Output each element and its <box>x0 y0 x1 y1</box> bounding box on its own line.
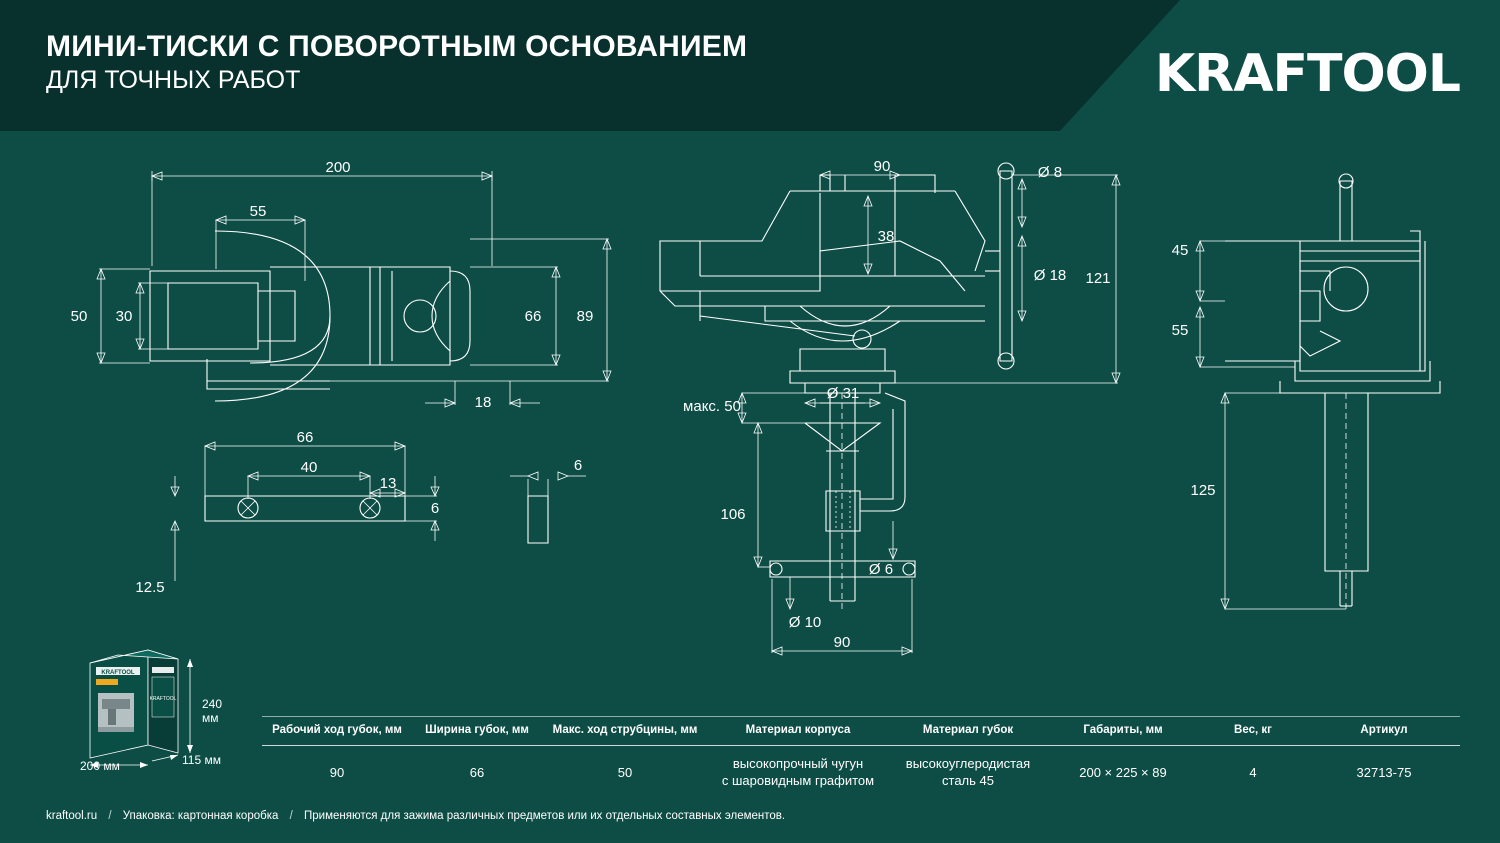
svg-text:13: 13 <box>379 474 397 492</box>
dim-121 <box>895 175 1120 383</box>
dim-55-right <box>1172 307 1295 367</box>
table-row <box>262 746 1460 799</box>
svg-text:12.5: 12.5 <box>135 578 165 596</box>
svg-text:45: 45 <box>1171 241 1189 259</box>
dim-max-50 <box>683 393 805 423</box>
cell-overall: 200 × 225 × 89 <box>1079 764 1167 780</box>
page-title: МИНИ-ТИСКИ С ПОВОРОТНЫМ ОСНОВАНИЕМ <box>46 30 748 63</box>
svg-text:6: 6 <box>573 456 583 474</box>
svg-text:50: 50 <box>70 307 88 325</box>
footer-packaging: Упаковка: картонная коробка <box>122 810 279 822</box>
footer-separator-1: / <box>108 810 112 822</box>
dim-d31 <box>805 385 880 407</box>
dim-30 <box>116 283 168 349</box>
th-clamp-travel: Макс. ход струбцины, мм <box>542 718 708 746</box>
cell-jaw-material-line1: высокоуглеродистая <box>905 756 1031 771</box>
svg-text:Ø 8: Ø 8 <box>1037 163 1063 181</box>
spec-table <box>262 718 1460 798</box>
cell-body-material <box>708 746 888 799</box>
technical-drawings <box>0 131 1500 691</box>
dim-45-right <box>1172 241 1225 301</box>
drawings-svg <box>0 131 1500 691</box>
dim-125-right <box>1190 393 1346 609</box>
th-jaw-width: Ширина губок, мм <box>412 718 542 746</box>
dim-d6 <box>869 521 897 578</box>
box-depth-label: 115 мм <box>182 753 221 767</box>
table-top-rule <box>262 716 1460 717</box>
svg-text:40: 40 <box>300 458 318 476</box>
th-body-material: Материал корпуса <box>708 718 888 746</box>
dim-55 <box>216 203 305 281</box>
cell-body-material-line2: с шаровидным графитом <box>721 773 875 788</box>
dim-90-center <box>820 158 900 179</box>
dim-13-bracket <box>370 475 405 497</box>
svg-text:89: 89 <box>576 307 594 325</box>
view-plate-side <box>510 457 586 543</box>
svg-text:Ø 18: Ø 18 <box>1033 266 1067 284</box>
brand-logo: KRAFTOOL <box>1154 44 1460 104</box>
title-block <box>46 30 747 95</box>
svg-text:125: 125 <box>1190 481 1216 499</box>
cell-jaw-width: 66 <box>469 764 485 780</box>
page-subtitle: ДЛЯ ТОЧНЫХ РАБОТ <box>46 66 301 94</box>
svg-text:Ø 31: Ø 31 <box>826 384 860 402</box>
th-overall: Габариты, мм <box>1048 718 1198 746</box>
svg-text:106: 106 <box>720 505 746 523</box>
svg-text:Ø 6: Ø 6 <box>868 560 894 578</box>
cell-jaw-material-line2: сталь 45 <box>942 773 994 788</box>
cell-body-material-line1: высокопрочный чугун <box>732 756 864 771</box>
th-sku: Артикул <box>1308 718 1460 746</box>
cell-jaw-material <box>888 746 1048 799</box>
footer-note: Применяются для зажима различных предметов или их отдельных составных элементов. <box>304 810 786 822</box>
footer <box>46 810 785 822</box>
footer-separator-2: / <box>289 810 293 822</box>
dim-d8 <box>1018 164 1062 227</box>
table-header-row <box>262 718 1460 746</box>
svg-text:6: 6 <box>430 499 440 517</box>
cell-clamp-travel: 50 <box>617 764 633 780</box>
dim-106 <box>720 423 770 567</box>
svg-text:90: 90 <box>833 633 851 651</box>
svg-text:макс. 50: макс. 50 <box>683 397 741 415</box>
svg-text:121: 121 <box>1085 269 1111 287</box>
svg-text:KRAFTOOL: KRAFTOOL <box>101 670 135 676</box>
cell-sku: 32713-75 <box>1356 764 1412 780</box>
dim-d18 <box>1018 236 1066 321</box>
footer-site[interactable]: kraftool.ru <box>46 810 98 822</box>
svg-text:KRAFTOOL: KRAFTOOL <box>149 696 177 702</box>
th-jaw-material: Материал губок <box>888 718 1048 746</box>
th-stroke: Рабочий ход губок, мм <box>262 718 412 746</box>
page-header <box>0 0 1500 131</box>
svg-text:90: 90 <box>873 157 891 175</box>
th-weight: Вес, кг <box>1198 718 1308 746</box>
dim-40-bracket <box>248 459 370 499</box>
dim-66-plan <box>470 267 560 365</box>
svg-text:66: 66 <box>296 428 314 446</box>
box-width-label: 200 мм <box>80 759 120 773</box>
svg-text:55: 55 <box>1171 321 1189 339</box>
dim-d10 <box>786 577 821 631</box>
svg-text:66: 66 <box>524 307 542 325</box>
cell-weight: 4 <box>1249 764 1257 780</box>
cell-stroke: 90 <box>329 764 345 780</box>
svg-text:55: 55 <box>249 202 267 220</box>
view-top-plan <box>150 231 470 401</box>
dim-38-center <box>864 196 894 274</box>
view-side-elevation <box>1225 174 1440 609</box>
dim-125-bracket <box>135 476 179 596</box>
view-bracket-plate <box>205 496 405 521</box>
svg-text:38: 38 <box>877 227 895 245</box>
svg-text:200: 200 <box>325 158 351 176</box>
svg-text:18: 18 <box>474 393 492 411</box>
dim-6-bracket <box>405 476 439 541</box>
package-illustration <box>78 645 238 773</box>
dim-18 <box>425 381 540 411</box>
box-height-label: 240 мм <box>202 697 223 725</box>
svg-text:30: 30 <box>115 307 133 325</box>
svg-text:Ø 10: Ø 10 <box>788 613 822 631</box>
dim-200-top <box>152 159 492 266</box>
